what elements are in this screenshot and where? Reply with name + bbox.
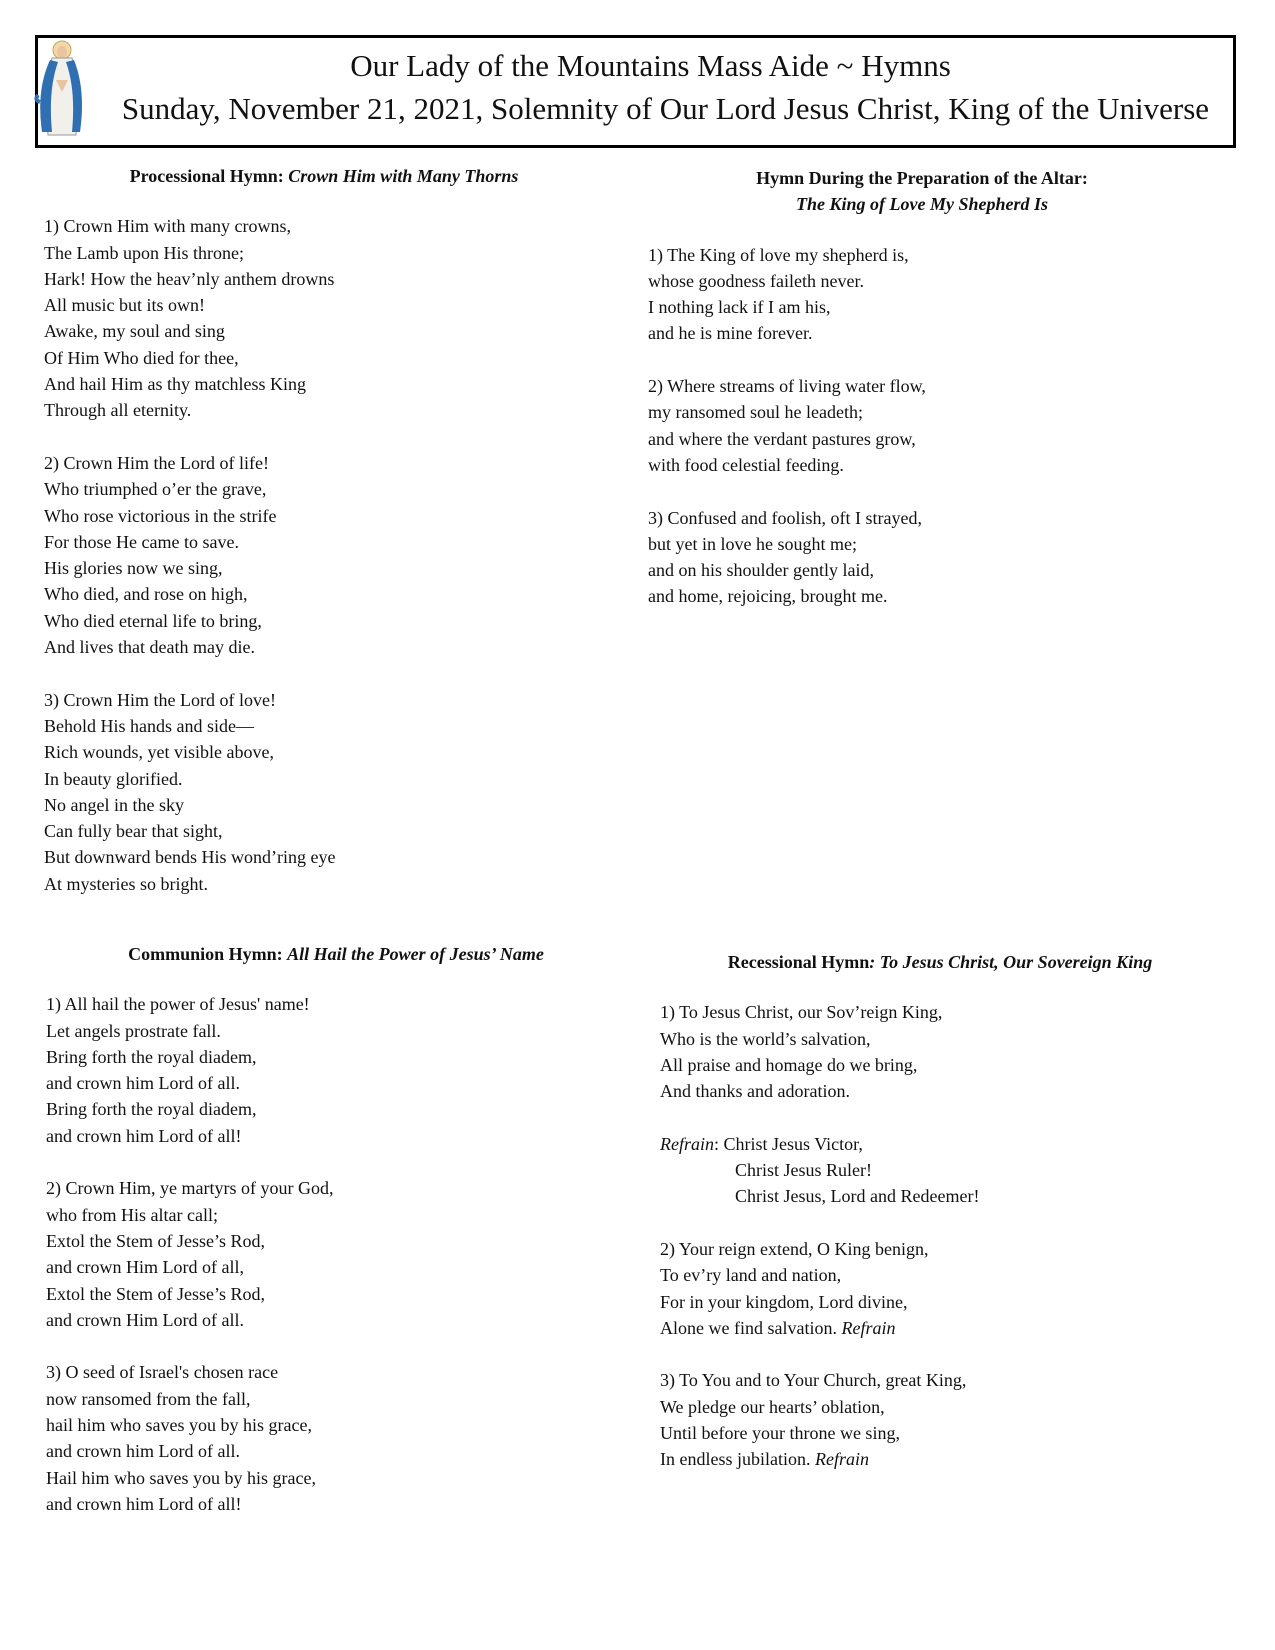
verse-line: For those He came to save. bbox=[44, 531, 239, 552]
verse-line: 2) Crown Him, ye martyrs of your God, bbox=[46, 1178, 334, 1199]
recessional-name: : To Jesus Christ, Our Sovereign King bbox=[869, 952, 1153, 972]
verse-line: 3) To You and to Your Church, great King, bbox=[660, 1370, 967, 1391]
verse-line: But downward bends His wond’ring eye bbox=[44, 847, 336, 868]
verse-line: 3) Confused and foolish, oft I strayed, bbox=[648, 507, 922, 528]
verse-line: 2) Crown Him the Lord of life! bbox=[44, 452, 269, 473]
recessional-refrain bbox=[660, 1131, 1240, 1210]
verse-line: Christ Jesus, Lord and Redeemer! bbox=[735, 1186, 980, 1207]
verse-line: His glories now we sing, bbox=[44, 558, 223, 579]
verse-line: hail him who saves you by his grace, bbox=[46, 1415, 312, 1436]
verse-line: At mysteries so bright. bbox=[44, 873, 208, 894]
verse-line: 1) Crown Him with many crowns, bbox=[44, 216, 291, 237]
preparation-verse-2 bbox=[648, 373, 1208, 478]
verse-line: No angel in the sky bbox=[44, 794, 184, 815]
verse-line: Christ Jesus Ruler! bbox=[735, 1160, 872, 1181]
recessional-verse-2 bbox=[660, 1236, 1240, 1341]
preparation-verse-1 bbox=[648, 242, 1208, 347]
verse-line: but yet in love he sought me; bbox=[648, 533, 857, 554]
refrain-colon: : bbox=[714, 1133, 724, 1154]
verse-line: 2) Your reign extend, O King benign, bbox=[660, 1238, 929, 1259]
verse-line: whose goodness faileth never. bbox=[648, 270, 864, 291]
recessional-label: Recessional Hymn bbox=[727, 952, 870, 972]
processional-title bbox=[64, 163, 584, 189]
recessional-verse-3 bbox=[660, 1367, 1240, 1472]
processional-verse-2 bbox=[44, 450, 584, 660]
verse-line: Who rose victorious in the strife bbox=[44, 505, 277, 526]
header-date: Sunday, November 21, 2021, Solemnity of Our Lord Jesus Christ, King of the Universe bbox=[121, 91, 1210, 126]
communion-verse-2 bbox=[46, 1175, 606, 1333]
verse-line: with food celestial feeding. bbox=[648, 454, 844, 475]
verse-line: Let angels prostrate fall. bbox=[46, 1020, 221, 1041]
header-box bbox=[35, 35, 1236, 148]
verse-line: Who is the world’s salvation, bbox=[660, 1028, 871, 1049]
communion-verse-1 bbox=[46, 991, 606, 1149]
verse-line: All music but its own! bbox=[44, 295, 205, 316]
verse-line: Awake, my soul and sing bbox=[44, 321, 225, 342]
verse-line: And lives that death may die. bbox=[44, 637, 255, 658]
preparation-verse-3 bbox=[648, 505, 1208, 610]
verse-line: my ransomed soul he leadeth; bbox=[648, 402, 863, 423]
verse-line: To ev’ry land and nation, bbox=[660, 1265, 842, 1286]
verse-line: and where the verdant pastures grow, bbox=[648, 428, 916, 449]
verse-line: Extol the Stem of Jesse’s Rod, bbox=[46, 1283, 265, 1304]
verse-line: and crown Him Lord of all, bbox=[46, 1257, 244, 1278]
preparation-name: The King of Love My Shepherd Is bbox=[796, 194, 1048, 215]
verse-line: 1) All hail the power of Jesus' name! bbox=[46, 994, 310, 1015]
header-title: Our Lady of the Mountains Mass Aide ~ Hymns bbox=[350, 48, 951, 83]
verse-line: and crown him Lord of all! bbox=[46, 1493, 242, 1514]
verse-line: Alone we find salvation. bbox=[660, 1317, 842, 1338]
verse-line: All praise and homage do we bring, bbox=[660, 1054, 918, 1075]
verse-line: now ransomed from the fall, bbox=[46, 1388, 251, 1409]
verse-line: and on his shoulder gently laid, bbox=[648, 560, 874, 581]
verse-line: Bring forth the royal diadem, bbox=[46, 1099, 257, 1120]
verse-line: 1) To Jesus Christ, our Sov’reign King, bbox=[660, 1002, 943, 1023]
recessional-title bbox=[640, 949, 1240, 975]
refrain-label: Refrain bbox=[660, 1133, 714, 1154]
verse-line: I nothing lack if I am his, bbox=[648, 297, 831, 318]
verse-line: For in your kingdom, Lord divine, bbox=[660, 1291, 908, 1312]
communion-label: Communion Hymn: bbox=[128, 944, 288, 964]
verse-line: In endless jubilation. bbox=[660, 1449, 815, 1470]
verse-line: Extol the Stem of Jesse’s Rod, bbox=[46, 1230, 265, 1251]
communion-title bbox=[66, 941, 606, 967]
processional-name: Crown Him with Many Thorns bbox=[288, 166, 519, 186]
recessional-verse-1 bbox=[660, 999, 1240, 1104]
verse-line: 3) O seed of Israel's chosen race bbox=[46, 1362, 279, 1383]
refrain-tag: Refrain bbox=[841, 1317, 896, 1338]
verse-line: and crown him Lord of all. bbox=[46, 1073, 240, 1094]
preparation-title bbox=[636, 165, 1208, 218]
verse-line: Who died eternal life to bring, bbox=[44, 610, 262, 631]
verse-line: And hail Him as thy matchless King bbox=[44, 374, 306, 395]
communion-hymn bbox=[46, 941, 606, 1544]
verse-line: Hark! How the heav’nly anthem drowns bbox=[44, 268, 335, 289]
preparation-label: Hymn During the Preparation of the Altar: bbox=[756, 168, 1088, 188]
processional-label: Processional Hymn: bbox=[129, 166, 289, 186]
verse-line: Through all eternity. bbox=[44, 400, 192, 421]
verse-line: Behold His hands and side— bbox=[44, 715, 254, 736]
processional-hymn bbox=[44, 163, 584, 923]
verse-line: and he is mine forever. bbox=[648, 323, 813, 344]
verse-line: The Lamb upon His throne; bbox=[44, 242, 244, 263]
verse-line: and crown Him Lord of all. bbox=[46, 1309, 244, 1330]
verse-line: Christ Jesus Victor, bbox=[723, 1133, 863, 1154]
communion-verse-3 bbox=[46, 1359, 606, 1517]
verse-line: Who triumphed o’er the grave, bbox=[44, 479, 267, 500]
verse-line: We pledge our hearts’ oblation, bbox=[660, 1396, 885, 1417]
verse-line: and home, rejoicing, brought me. bbox=[648, 586, 888, 607]
verse-line: and crown him Lord of all! bbox=[46, 1125, 242, 1146]
verse-line: 1) The King of love my shepherd is, bbox=[648, 244, 909, 265]
verse-line: Bring forth the royal diadem, bbox=[46, 1046, 257, 1067]
verse-line: Hail him who saves you by his grace, bbox=[46, 1467, 316, 1488]
verse-line: 2) Where streams of living water flow, bbox=[648, 376, 926, 397]
processional-verse-3 bbox=[44, 687, 584, 897]
verse-line: Until before your throne we sing, bbox=[660, 1423, 900, 1444]
verse-line: Can fully bear that sight, bbox=[44, 821, 223, 842]
verse-line: And thanks and adoration. bbox=[660, 1081, 850, 1102]
preparation-hymn bbox=[648, 165, 1208, 636]
verse-line: Of Him Who died for thee, bbox=[44, 347, 239, 368]
refrain-tag: Refrain bbox=[814, 1449, 869, 1470]
recessional-hymn bbox=[660, 949, 1240, 1499]
processional-verse-1 bbox=[44, 213, 584, 423]
verse-line: In beauty glorified. bbox=[44, 768, 183, 789]
verse-line: and crown him Lord of all. bbox=[46, 1441, 240, 1462]
verse-line: who from His altar call; bbox=[46, 1204, 218, 1225]
madonna-image bbox=[30, 40, 90, 140]
communion-name: All Hail the Power of Jesus’ Name bbox=[287, 944, 544, 964]
verse-line: Who died, and rose on high, bbox=[44, 584, 248, 605]
verse-line: Rich wounds, yet visible above, bbox=[44, 742, 274, 763]
verse-line: 3) Crown Him the Lord of love! bbox=[44, 689, 276, 710]
